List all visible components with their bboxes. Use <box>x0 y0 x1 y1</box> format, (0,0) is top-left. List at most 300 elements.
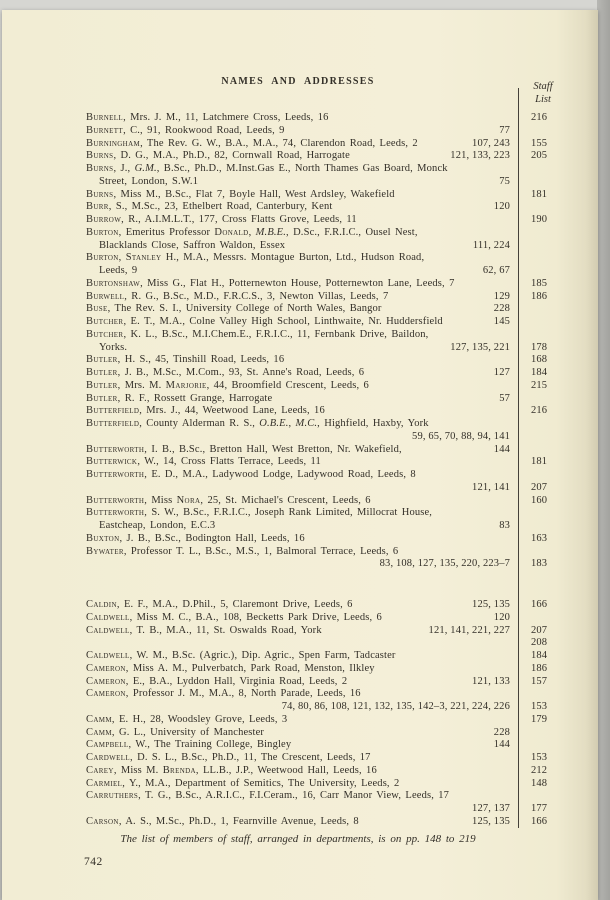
entry-text-part: , B.Sc., Ph.D., M.Inst.Gas E., North Thames Gas Board, Monck <box>156 163 448 174</box>
entry-text-part: , D. G., M.A., Ph.D., 82, Cornwall Road, Harrogate <box>113 150 350 162</box>
entry-text <box>86 227 510 240</box>
entry-surname: Carey <box>86 764 114 776</box>
entry-surname: Cameron <box>86 662 126 674</box>
entry-surname: Marjorie <box>165 379 207 391</box>
entry-line <box>86 125 578 138</box>
entry-page-refs: 129 <box>493 290 510 302</box>
staff-list-number: 155 <box>531 137 548 149</box>
entry-text-part: , W., The Training College, Bingley <box>128 739 292 751</box>
entry-surname: Butterfield <box>86 405 140 417</box>
entry-page-refs: 121, 141, 221, 227 <box>428 624 510 636</box>
entry-text-part: , Miss M. C., B.A., 108, Becketts Park Drive, Leeds, 6 <box>129 611 382 623</box>
entry-text-part: Yorks. <box>99 341 128 353</box>
entry-surname: Burns <box>86 150 114 162</box>
entry-surname: Burnell <box>86 112 124 123</box>
entry-line <box>86 495 578 508</box>
entry-page-refs: 125, 135 <box>472 599 510 610</box>
staff-list-number <box>510 739 568 752</box>
entry-surname: Caldwell <box>86 611 130 623</box>
entry-main <box>86 291 510 304</box>
entry-text-part: , H. S., 45, Tinshill Road, Leeds, 16 <box>117 354 285 366</box>
entry-line <box>86 252 578 265</box>
entry-text <box>86 329 510 342</box>
entry-text-part: , Highfield, Haxby, York <box>317 418 429 429</box>
entry-main <box>86 663 510 676</box>
entry-line <box>86 163 578 176</box>
entry-text-part: , D. S. L., B.Sc., Ph.D., 11, The Crescent, Leeds, 17 <box>130 752 371 763</box>
entry-main <box>86 150 510 163</box>
staff-list-number <box>510 125 568 138</box>
entry-surname: Stanley <box>125 252 162 264</box>
entry-text-part: H., M.A., Messrs. Montague Burton, Ltd., Hudson Road, <box>161 252 425 264</box>
entry-text <box>86 201 486 214</box>
entry-text <box>86 367 486 380</box>
entry-text <box>86 163 510 176</box>
entry-page-refs: 144 <box>493 443 510 455</box>
staff-list-column-header <box>520 81 566 106</box>
entry-line <box>86 176 578 189</box>
entry-page-refs: 127 <box>493 367 510 378</box>
entry-surname: Butcher <box>86 328 124 340</box>
entry-line <box>86 138 578 151</box>
entry-text-part: , J. B., M.Sc., M.Com., 93, St. Anne's Road, Leeds, 6 <box>117 367 365 378</box>
staff-list-number <box>510 252 568 265</box>
staff-list-number: 168 <box>531 354 548 366</box>
entry-surname: Butler <box>86 367 118 378</box>
entry-text <box>86 303 486 316</box>
staff-list-number: 184 <box>531 367 548 378</box>
staff-list-number: 179 <box>531 713 548 725</box>
entry-text-part: , Miss M., B.Sc., Flat 7, Boyle Hall, West Ardsley, Wakefield <box>113 188 395 200</box>
entry-text <box>86 265 475 278</box>
entry-line <box>86 303 578 316</box>
entry-surname: Cameron <box>86 688 126 700</box>
entry-line <box>86 752 578 765</box>
entry-line <box>86 520 578 533</box>
entry-main <box>86 201 510 214</box>
entry-line <box>86 150 578 163</box>
entry-text <box>86 176 491 189</box>
entry-page-refs: 121, 141 <box>472 481 510 493</box>
entry-surname: Butcher <box>86 316 124 327</box>
entry-line <box>86 507 578 520</box>
entry-text <box>86 405 510 418</box>
entry-text <box>86 444 486 457</box>
entry-honorific-italic: G.M. <box>134 163 157 174</box>
entry-text <box>86 291 486 304</box>
entry-line <box>86 533 578 546</box>
entry-main <box>86 252 510 265</box>
entry-main <box>86 125 510 138</box>
entry-text-part: , Professor J. M., M.A., 8, North Parade, Leeds, 16 <box>125 688 361 700</box>
staff-list-number <box>510 393 568 406</box>
entry-text-part: , W. M., B.Sc. (Agric.), Dip. Agric., Spen Farm, Tadcaster <box>129 650 396 661</box>
entry-line <box>86 444 578 457</box>
entry-surname: Brenda <box>162 764 196 776</box>
entry-page-refs: 120 <box>493 611 510 623</box>
entry-main <box>86 163 510 176</box>
entry-text <box>86 342 442 355</box>
entry-page-refs: 107, 243 <box>472 137 510 149</box>
entry-text <box>86 112 510 125</box>
entry-text-part: , K. L., B.Sc., M.I.Chem.E., F.R.I.C., 11, Fernbank Drive, Baildon, <box>123 328 429 340</box>
entry-surname: Carson <box>86 815 119 827</box>
entry-main <box>86 329 510 342</box>
entry-text-part: , S. W., B.Sc., F.R.I.C., Joseph Rank Limited, Millocrat House, <box>144 507 433 519</box>
entry-main <box>86 342 510 355</box>
entry-surname: Campbell <box>86 739 129 751</box>
entry-text <box>86 125 491 138</box>
entry-text <box>86 252 510 265</box>
staff-list-number: 205 <box>531 150 548 162</box>
entry-page-refs: 57 <box>499 392 510 404</box>
entry-main <box>86 227 510 240</box>
staff-list-number <box>510 790 568 803</box>
staff-list-number: 178 <box>531 341 548 353</box>
entry-main <box>86 739 510 752</box>
staff-list-number: 186 <box>531 290 548 302</box>
entry-main <box>86 278 510 291</box>
entry-text <box>86 495 510 508</box>
entry-text-part: , T. G., B.Sc., A.R.I.C., F.I.Ceram., 16, Carr Manor View, Leeds, 17 <box>138 790 450 802</box>
entry-line <box>86 112 578 125</box>
entry-main <box>86 558 510 571</box>
entry-surname: Burton <box>86 252 119 264</box>
entry-line <box>86 599 578 612</box>
entry-text-part: , Emeritus Professor <box>118 226 215 238</box>
entry-surname: Camm <box>86 726 112 738</box>
entry-text <box>86 790 510 803</box>
entry-surname: Butler <box>86 379 118 391</box>
entry-main <box>86 790 510 803</box>
staff-list-number <box>510 240 568 253</box>
entry-line <box>86 676 578 689</box>
entry-line <box>86 214 578 227</box>
staff-list-number <box>510 507 568 520</box>
entry-text-part: Leeds, 9 <box>99 265 138 276</box>
entry-line <box>86 354 578 367</box>
entry-page-refs: 77 <box>499 124 510 136</box>
entry-main <box>86 714 510 727</box>
entry-main <box>86 520 510 533</box>
staff-list-number <box>510 316 568 329</box>
entry-main <box>86 701 510 714</box>
entry-main <box>86 112 510 125</box>
entry-surname: Butler <box>86 392 118 404</box>
entry-page-refs: 121, 133 <box>472 675 510 687</box>
entry-line <box>86 790 578 803</box>
entry-main <box>86 546 510 559</box>
entry-main <box>86 676 510 689</box>
entry-text-part: , R. G., B.Sc., M.D., F.R.C.S., 3, Newton Villas, Leeds, 7 <box>124 290 389 302</box>
staff-list-number: 216 <box>531 405 548 417</box>
entry-text <box>86 469 510 482</box>
entry-page-refs: 83, 108, 127, 135, 220, 223–7 <box>379 558 510 570</box>
entry-text <box>86 482 464 495</box>
entry-main <box>86 189 510 202</box>
entry-main <box>86 405 510 418</box>
entry-main <box>86 625 510 638</box>
staff-list-number <box>510 431 568 444</box>
entry-text-part: , R., A.I.M.L.T., 177, Cross Flatts Grove, Leeds, 11 <box>121 214 357 225</box>
entry-page-refs: 59, 65, 70, 88, 94, 141 <box>412 430 510 442</box>
entry-text <box>86 816 464 829</box>
entry-main <box>86 380 510 393</box>
staff-list-number <box>510 727 568 740</box>
entry-page-refs: 125, 135 <box>472 815 510 827</box>
entry-text-part: , A. S., M.Sc., Ph.D., 1, Fearnville Avenue, Leeds, 8 <box>118 815 359 827</box>
entry-page-refs: 74, 80, 86, 108, 121, 132, 135, 142–3, 221, 224, 226 <box>281 701 510 712</box>
staff-list-number <box>510 688 568 701</box>
entry-text <box>86 612 486 625</box>
staff-list-number <box>510 163 568 176</box>
entry-main <box>86 482 510 495</box>
entry-text-part: , Mrs. J., 44, Weetwood Lane, Leeds, 16 <box>139 405 325 417</box>
entry-main <box>86 316 510 329</box>
entry-text <box>86 625 421 638</box>
entry-text-part: , D.Sc., F.R.I.C., Ousel Nest, <box>286 226 418 238</box>
staff-list-number: 216 <box>531 112 548 123</box>
entry-line <box>86 405 578 418</box>
staff-list-number: 183 <box>531 558 548 570</box>
entry-text <box>86 431 404 444</box>
entry-text-part: , E. H., 28, Woodsley Grove, Leeds, 3 <box>111 713 288 725</box>
staff-list-number: 186 <box>531 662 548 674</box>
entry-text <box>86 214 510 227</box>
staff-list-number <box>510 329 568 342</box>
entry-line <box>86 803 578 816</box>
entry-text <box>86 418 510 431</box>
entry-text <box>86 520 491 533</box>
entry-page-refs: 228 <box>493 303 510 315</box>
entry-line <box>86 265 578 278</box>
entry-honorific-italic: O.B.E. <box>259 418 289 429</box>
entry-surname: Caldwell <box>86 650 130 661</box>
entry-surname: Burns <box>86 163 114 174</box>
entry-line <box>86 227 578 240</box>
page-header-title: NAMES AND ADDRESSES <box>221 76 375 87</box>
entry-line <box>86 240 578 253</box>
entry-main <box>86 418 510 431</box>
entry-surname: Bywater <box>86 545 124 557</box>
entry-page-refs: 120 <box>493 201 510 213</box>
entry-page-refs: 75 <box>499 175 510 187</box>
staff-list-number <box>510 176 568 189</box>
entry-surname: Burningham <box>86 137 141 149</box>
staff-list-number <box>510 444 568 457</box>
entry-main <box>86 688 510 701</box>
entry-main <box>86 727 510 740</box>
entry-line <box>86 380 578 393</box>
entry-text-part: , J., <box>113 163 135 174</box>
entry-text-part: , LL.B., J.P., Weetwood Hall, Leeds, 16 <box>195 764 377 776</box>
entry-main <box>86 765 510 778</box>
entry-text <box>86 189 510 202</box>
staff-list-number: 153 <box>531 701 548 712</box>
entry-text <box>86 507 510 520</box>
staff-list-number: 207 <box>531 624 548 636</box>
staff-list-number: 207 <box>531 481 548 493</box>
staff-list-header-line2: List <box>535 93 551 105</box>
entry-line <box>86 367 578 380</box>
entry-text-part: , S., M.Sc., 23, Ethelbert Road, Canterbury, Kent <box>108 201 333 213</box>
entry-main <box>86 303 510 316</box>
entry-text <box>86 240 465 253</box>
entry-main <box>86 431 510 444</box>
entry-surname: Carruthers <box>86 790 139 802</box>
staff-list-number <box>510 265 568 278</box>
entry-line <box>86 688 578 701</box>
entry-text <box>86 676 464 689</box>
entry-text-part: , G. L., University of Manchester <box>111 726 265 738</box>
entry-text-part: , Mrs. M. <box>117 379 166 391</box>
entry-line <box>86 342 578 355</box>
entry-text <box>86 688 510 701</box>
entry-text-part: , E. D., M.A., Ladywood Lodge, Ladywood Road, Leeds, 8 <box>144 469 416 480</box>
entry-line <box>86 456 578 469</box>
staff-list-number: 153 <box>531 752 548 763</box>
directory-list <box>86 112 578 829</box>
entry-main <box>86 240 510 253</box>
entry-line <box>86 637 578 650</box>
entry-text-part: , C., 91, Rookwood Road, Leeds, 9 <box>123 124 285 136</box>
page-number: 742 <box>84 856 103 868</box>
staff-list-header-line1: Staff <box>533 81 553 92</box>
staff-list-number <box>510 201 568 214</box>
entry-text <box>86 278 510 291</box>
entry-text-part: , Miss G., Flat H., Potternewton House, Potternewton Lane, Leeds, 7 <box>140 277 455 289</box>
entry-main <box>86 507 510 520</box>
entry-surname: Carmiel <box>86 777 123 789</box>
staff-list-number: 215 <box>531 379 548 391</box>
entry-text-part: , T. B., M.A., 11, St. Oswalds Road, York <box>129 624 322 636</box>
entry-main <box>86 803 510 816</box>
entry-text <box>86 752 510 765</box>
entry-line <box>86 431 578 444</box>
entry-surname: Donald <box>214 226 249 238</box>
entry-line <box>86 469 578 482</box>
entry-text-part: , Professor T. L., B.Sc., M.S., 1, Balmoral Terrace, Leeds, 6 <box>123 545 399 557</box>
entry-text <box>86 663 510 676</box>
entry-main <box>86 456 510 469</box>
entry-line <box>86 663 578 676</box>
entry-surname: Caldwell <box>86 624 130 636</box>
entry-text <box>86 599 464 612</box>
entry-text-part: , E., B.A., Lyddon Hall, Virginia Road, Leeds, 2 <box>125 675 348 687</box>
entry-line <box>86 278 578 291</box>
entry-surname: Butler <box>86 354 118 366</box>
entry-surname: Caldin <box>86 599 117 610</box>
entry-main <box>86 265 510 278</box>
entry-text <box>86 558 372 571</box>
entry-surname: Burwell <box>86 290 125 302</box>
entry-text-part: Street, London, S.W.1 <box>99 175 199 187</box>
entry-surname: Buse <box>86 303 108 315</box>
entry-line <box>86 291 578 304</box>
entry-text-part: , The Rev. S. I., University College of North Wales, Bangor <box>107 303 382 315</box>
entry-page-refs: 144 <box>493 739 510 751</box>
entry-line <box>86 765 578 778</box>
entry-line <box>86 316 578 329</box>
entry-line <box>86 201 578 214</box>
entry-main <box>86 444 510 457</box>
entry-text-part: Blacklands Close, Saffron Waldon, Essex <box>99 239 286 251</box>
entry-text <box>86 456 510 469</box>
entry-main <box>86 778 510 791</box>
entry-surname: Cameron <box>86 675 126 687</box>
entry-surname: Burns <box>86 188 114 200</box>
entry-main <box>86 650 510 663</box>
entry-surname: Burton <box>86 226 119 238</box>
entry-main <box>86 469 510 482</box>
entry-honorific-italic: M.C. <box>295 418 318 429</box>
entry-page-refs: 62, 67 <box>482 265 510 276</box>
entry-text <box>86 354 510 367</box>
footer-note: The list of members of staff, arranged in departments, is on pp. 148 to 219 <box>120 833 476 845</box>
entry-line <box>86 650 578 663</box>
entry-text <box>86 637 510 650</box>
entry-text-part: , <box>248 226 256 238</box>
entry-page-refs: 121, 133, 223 <box>450 150 510 162</box>
entry-text <box>86 533 510 546</box>
staff-list-number: 212 <box>531 764 548 776</box>
entry-text <box>86 701 274 714</box>
staff-list-number <box>510 227 568 240</box>
entry-text <box>86 393 491 406</box>
entry-line <box>86 778 578 791</box>
entry-page-refs: 145 <box>493 316 510 327</box>
entry-text <box>86 650 510 663</box>
entry-main <box>86 138 510 151</box>
staff-list-number: 184 <box>531 650 548 661</box>
staff-list-number <box>510 520 568 533</box>
entry-page-refs: 111, 224 <box>472 239 510 251</box>
entry-surname: Nora <box>176 494 201 506</box>
entry-main <box>86 599 510 612</box>
staff-list-number: 208 <box>531 637 548 649</box>
staff-list-number: 166 <box>531 815 548 827</box>
staff-list-number: 181 <box>531 456 548 468</box>
entry-main <box>86 393 510 406</box>
staff-list-number <box>510 612 568 625</box>
entry-text <box>86 316 486 329</box>
entry-main <box>86 176 510 189</box>
entry-main <box>86 367 510 380</box>
entry-text <box>86 714 510 727</box>
entry-main <box>86 816 510 829</box>
entry-line <box>86 727 578 740</box>
entry-line <box>86 612 578 625</box>
entry-line <box>86 482 578 495</box>
entry-main <box>86 637 510 650</box>
entry-text <box>86 727 486 740</box>
entry-text-part: , I. B., B.Sc., Bretton Hall, West Bretton, Nr. Wakefield, <box>144 443 402 455</box>
entry-surname: Buxton <box>86 532 120 544</box>
entry-page-refs: 127, 137 <box>472 803 510 814</box>
scan-edge-shadow <box>597 0 610 900</box>
entry-surname: Butterworth <box>86 494 145 506</box>
entry-text-part: , E. T., M.A., Colne Valley High School, Linthwaite, Nr. Huddersfield <box>123 316 443 327</box>
staff-list-number: 181 <box>531 188 548 200</box>
entry-line <box>86 558 578 571</box>
staff-list-number: 185 <box>531 277 548 289</box>
staff-list-number: 190 <box>531 214 548 225</box>
entry-text-part: , County Alderman R. S., <box>139 418 260 429</box>
entry-main <box>86 752 510 765</box>
entry-text-part: , E. F., M.A., D.Phil., 5, Claremont Drive, Leeds, 6 <box>116 599 353 610</box>
entry-surname: Butterfield <box>86 418 140 429</box>
staff-list-number <box>510 418 568 431</box>
